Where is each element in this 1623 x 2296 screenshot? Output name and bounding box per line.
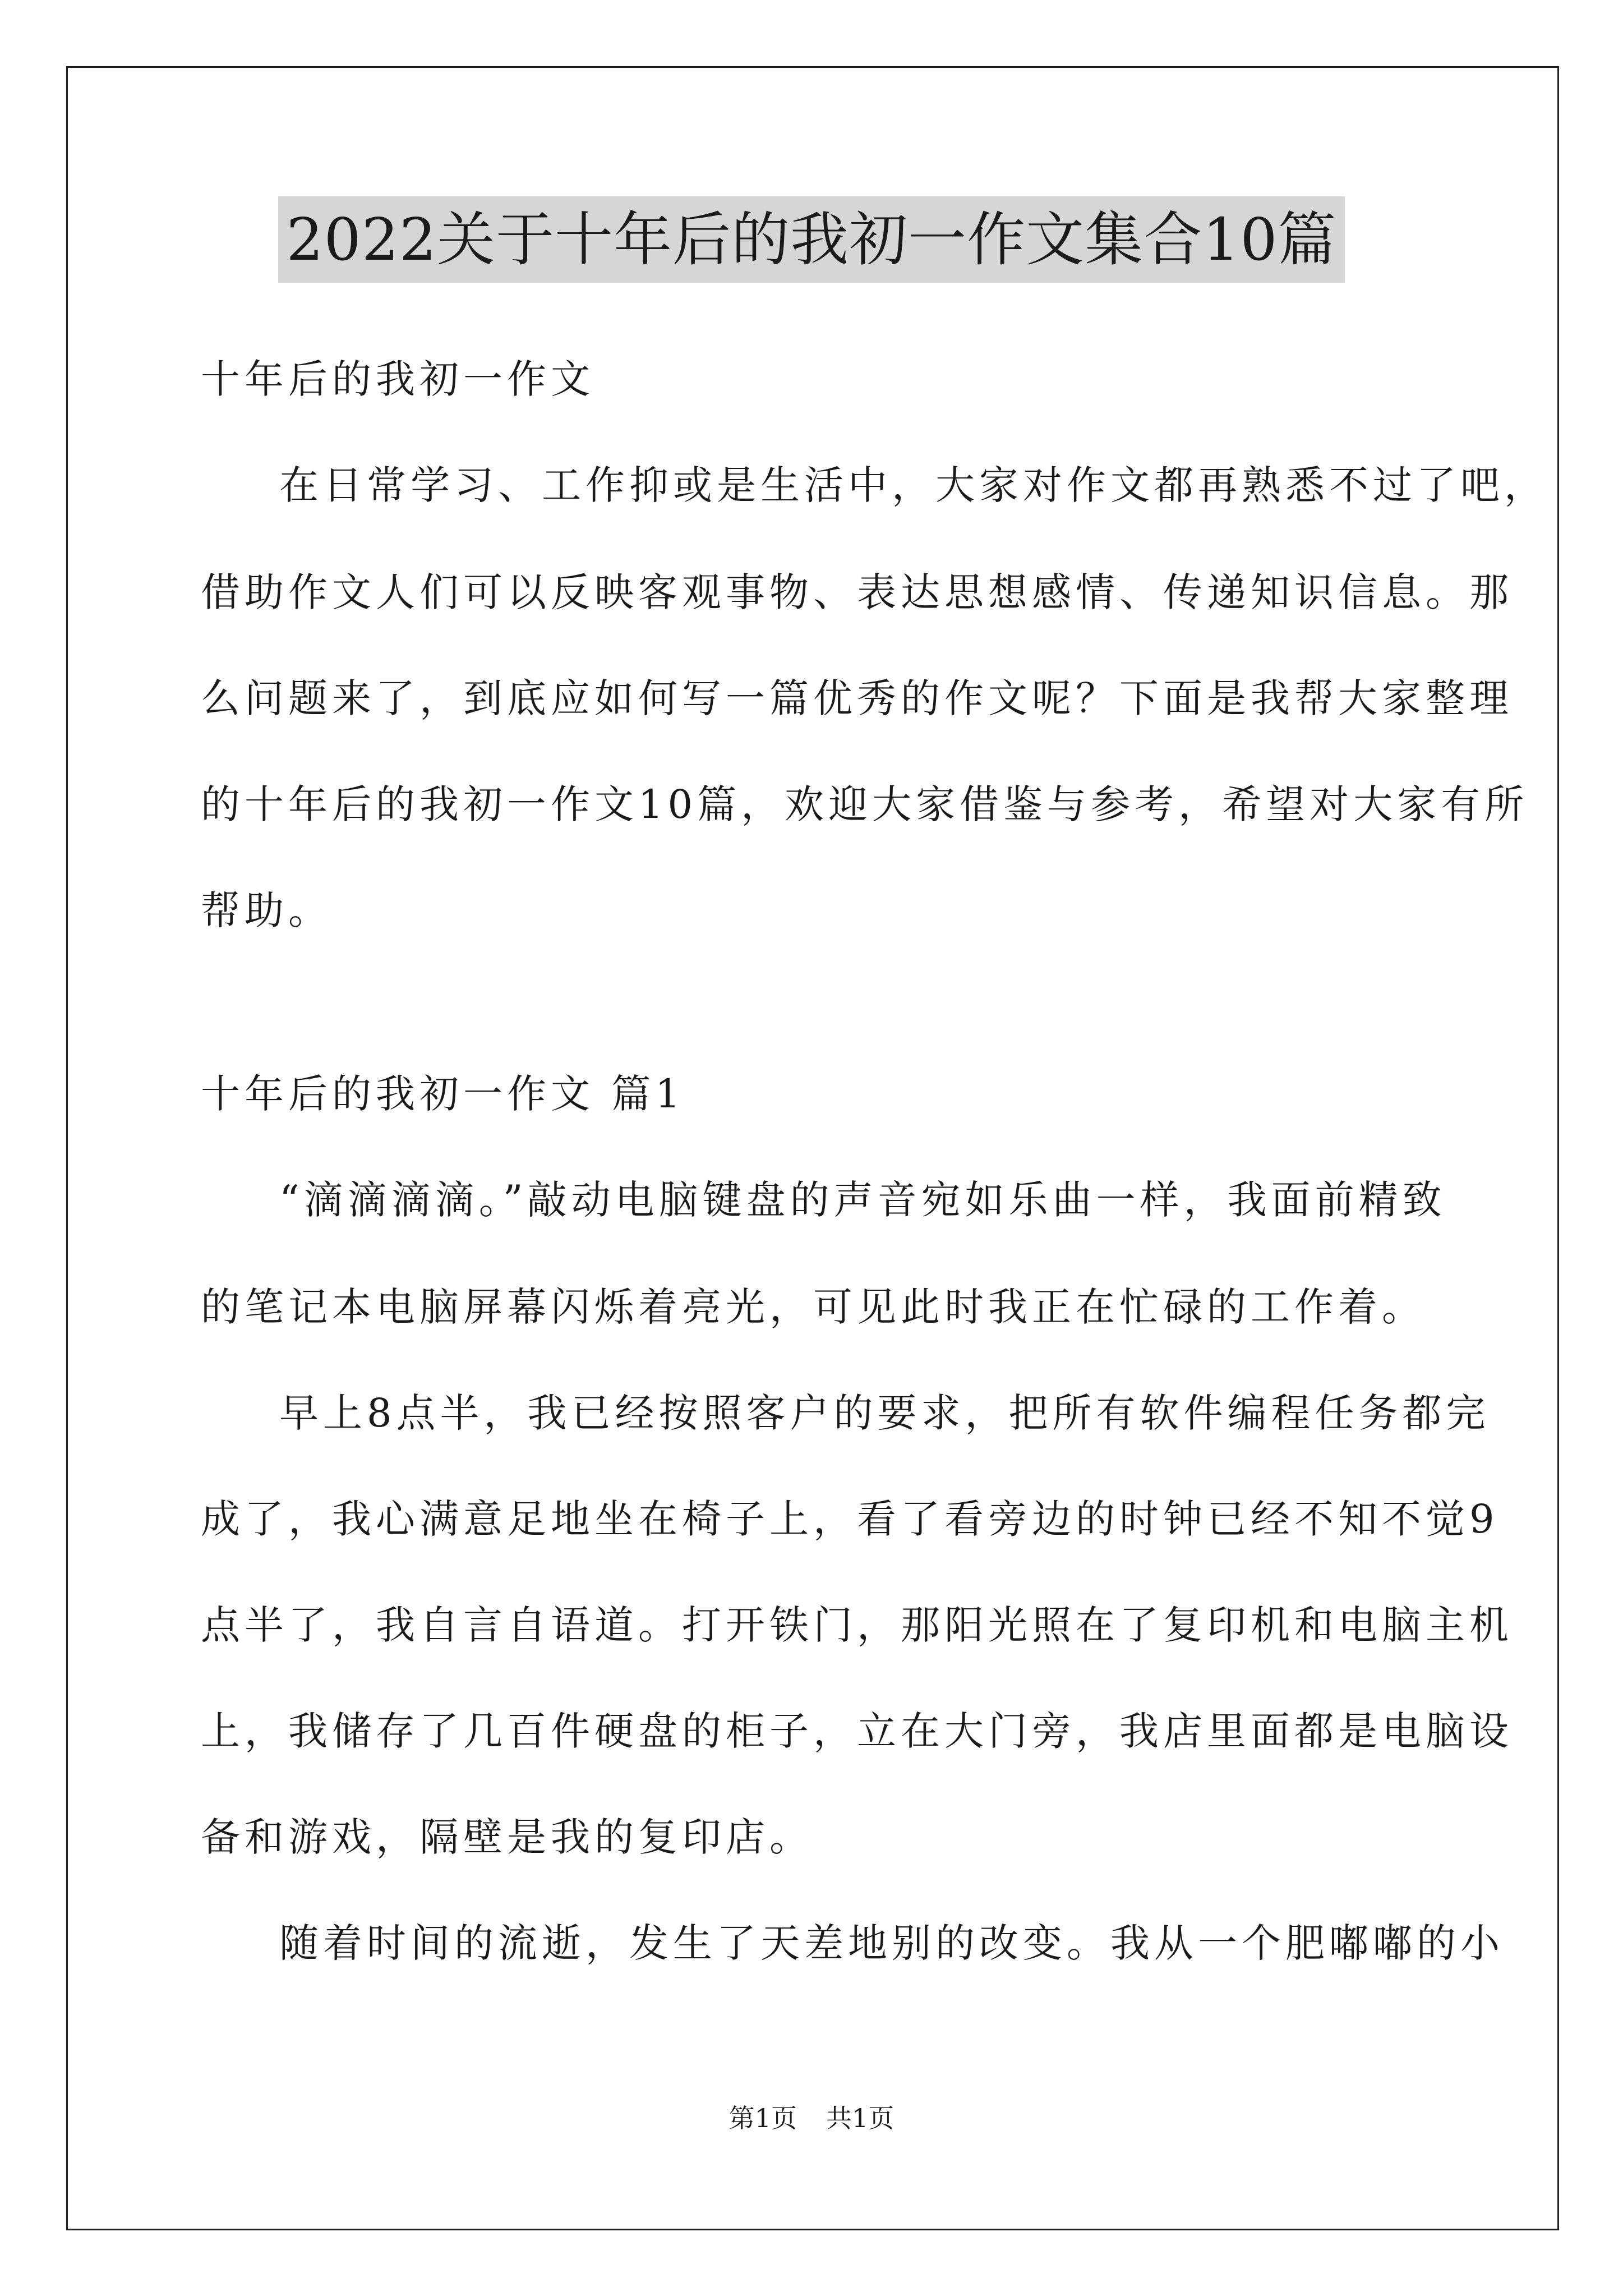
- paragraph-line: 成了，我心满意足地坐在椅子上，看了看旁边的时钟已经不知不觉9: [201, 1496, 1499, 1542]
- page-number: 第1页: [728, 2103, 797, 2133]
- paragraph-line: 随着时间的流逝，发生了天差地别的改变。我从一个肥嘟嘟的小: [279, 1920, 1504, 1966]
- paragraph-line: 借助作文人们可以反映客观事物、表达思想感情、传递知识信息。那: [201, 569, 1513, 615]
- section-heading: 十年后的我初一作文: [201, 356, 594, 402]
- paragraph-line: 帮助。: [201, 887, 332, 933]
- paragraph-line: “滴滴滴滴。”敲动电脑键盘的声音宛如乐曲一样，我面前精致: [279, 1177, 1446, 1223]
- page-footer: [0, 2101, 1623, 2135]
- paragraph-line: 点半了，我自言自语道。打开铁门，那阳光照在了复印机和电脑主机: [201, 1602, 1513, 1648]
- paragraph-line: 么问题来了，到底应如何写一篇优秀的作文呢？下面是我帮大家整理: [201, 675, 1513, 721]
- document-title: 2022关于十年后的我初一作文集合10篇: [278, 196, 1345, 283]
- paragraph-line: 的十年后的我初一作文10篇，欢迎大家借鉴与参考，希望对大家有所: [201, 781, 1529, 827]
- paragraph-line: 早上8点半，我已经按照客户的要求，把所有软件编程任务都完: [279, 1390, 1490, 1436]
- page-total: 共1页: [826, 2103, 895, 2133]
- paragraph-line: 的笔记本电脑屏幕闪烁着亮光，可见此时我正在忙碌的工作着。: [201, 1284, 1426, 1330]
- paragraph-line: 在日常学习、工作抑或是生活中，大家对作文都再熟悉不过了吧，: [279, 462, 1548, 508]
- paragraph-line: 上，我储存了几百件硬盘的柜子，立在大门旁，我店里面都是电脑设: [201, 1708, 1513, 1754]
- paragraph-line: 备和游戏，隔壁是我的复印店。: [201, 1814, 813, 1860]
- section-heading: 十年后的我初一作文 篇1: [201, 1071, 685, 1117]
